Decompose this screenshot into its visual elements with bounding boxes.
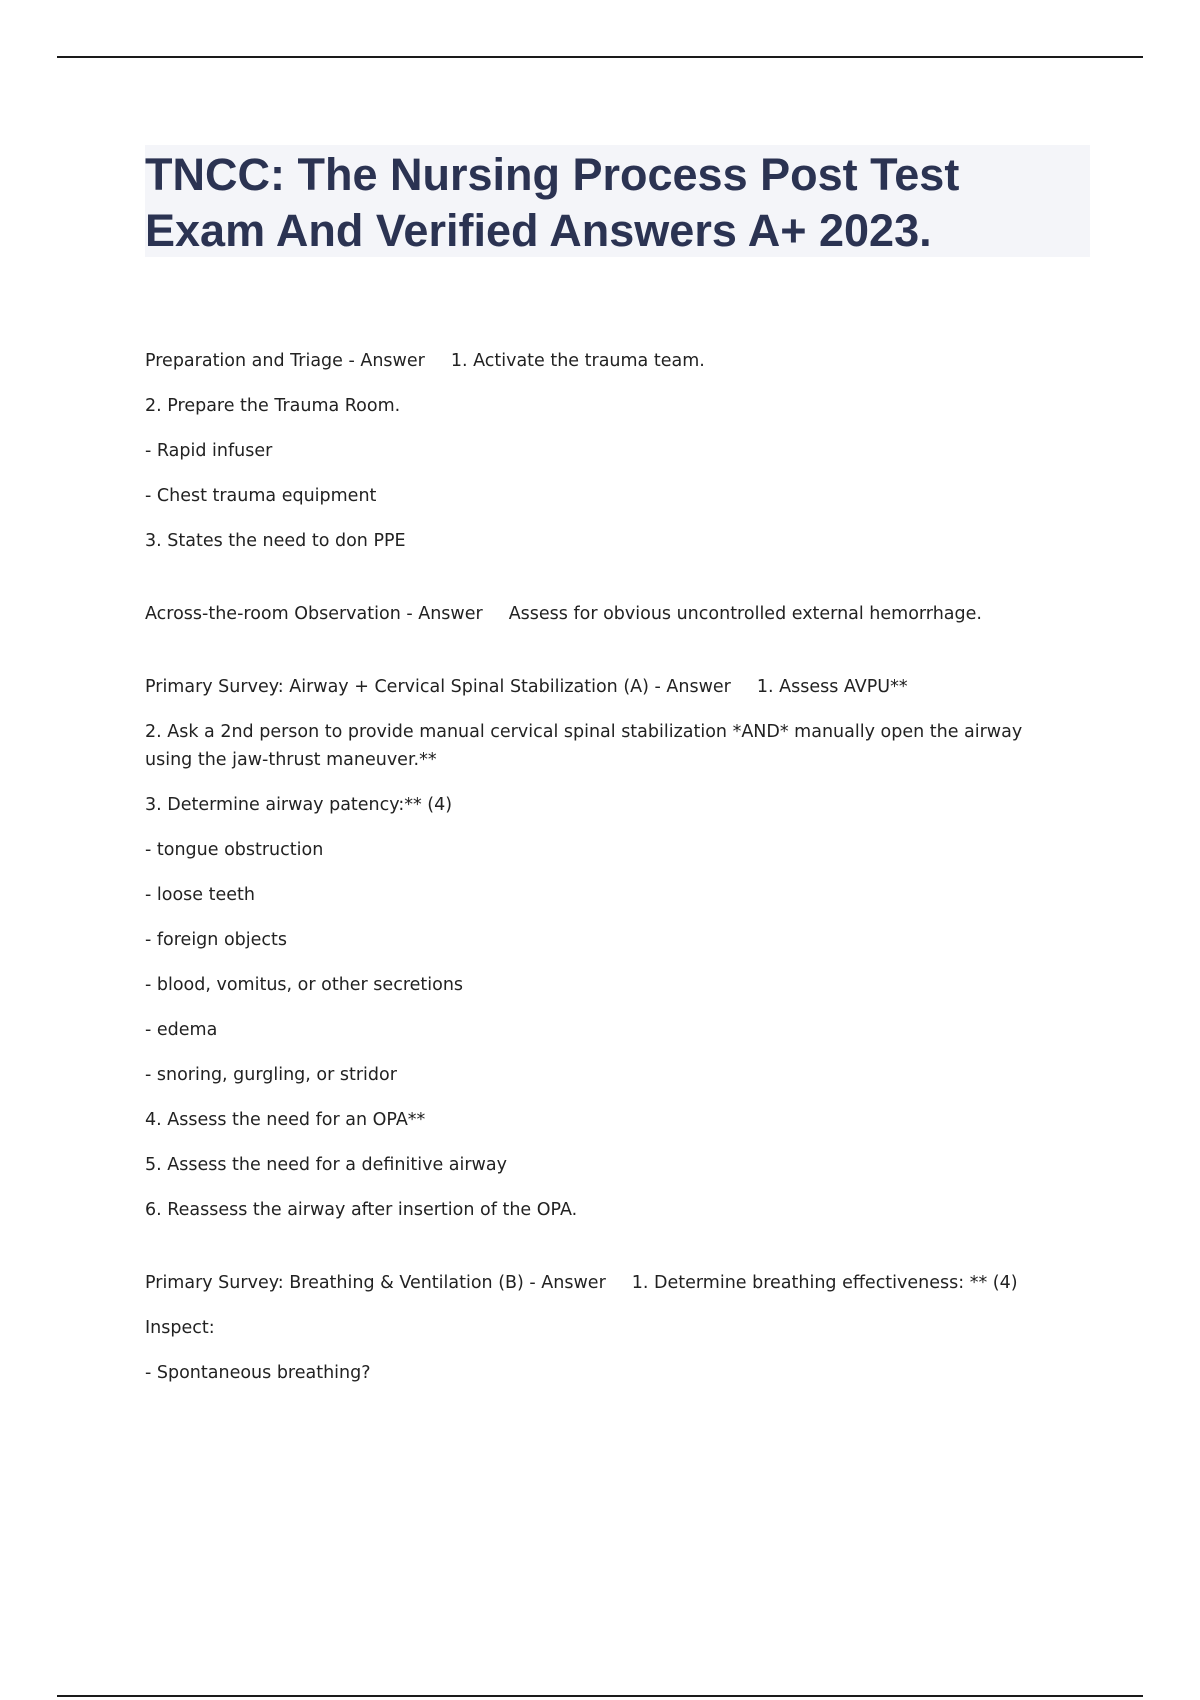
- question-label: Primary Survey: Airway + Cervical Spinal Stabilization (A) - Answer: [145, 677, 731, 697]
- answer-line: - Spontaneous breathing?: [145, 1363, 371, 1383]
- answer-line: - foreign objects: [145, 930, 287, 950]
- answer-line: 6. Reassess the airway after insertion of the OPA.: [145, 1200, 578, 1220]
- answer-text: Assess for obvious uncontrolled external hemorrhage.: [508, 604, 982, 624]
- question-label: Preparation and Triage - Answer: [145, 351, 425, 371]
- qa-section: [145, 1269, 1065, 1387]
- answer-text: 1. Determine breathing effectiveness: ** (4): [631, 1273, 1018, 1293]
- answer-line: - Chest trauma equipment: [145, 486, 377, 506]
- answer-line: 4. Assess the need for an OPA**: [145, 1110, 426, 1130]
- question-label: Primary Survey: Breathing & Ventilation (B) - Answer: [145, 1273, 606, 1293]
- answer-line: - tongue obstruction: [145, 840, 324, 860]
- answer-text: 1. Assess AVPU**: [756, 677, 908, 697]
- document-body: [145, 347, 1065, 1387]
- answer-line: 5. Assess the need for a definitive airway: [145, 1155, 507, 1175]
- answer-line: 3. Determine airway patency:** (4): [145, 795, 453, 815]
- answer-line: - Rapid infuser: [145, 441, 273, 461]
- document-title: TNCC: The Nursing Process Post Test Exam And Verified Answers A+ 2023.: [145, 149, 960, 256]
- answer-line: 2. Ask a 2nd person to provide manual cervical spinal stabilization *AND* manually open the airway using the jaw-thrust maneuver.**: [145, 722, 1023, 770]
- answer-line: 2. Prepare the Trauma Room.: [145, 396, 401, 416]
- top-rule: [57, 56, 1143, 58]
- answer-line: - snoring, gurgling, or stridor: [145, 1065, 397, 1085]
- qa-section: [145, 347, 1065, 555]
- question-line: [145, 1269, 1065, 1297]
- answer-line: 3. States the need to don PPE: [145, 531, 406, 551]
- question-line: [145, 600, 1065, 628]
- answer-line: Inspect:: [145, 1318, 215, 1338]
- answer-line: - edema: [145, 1020, 218, 1040]
- qa-section: [145, 600, 1065, 628]
- question-line: [145, 347, 1065, 375]
- answer-line: - loose teeth: [145, 885, 255, 905]
- answer-text: 1. Activate the trauma team.: [450, 351, 705, 371]
- question-label: Across-the-room Observation - Answer: [145, 604, 483, 624]
- question-line: [145, 673, 1065, 701]
- answer-line: - blood, vomitus, or other secretions: [145, 975, 464, 995]
- qa-section: [145, 673, 1065, 1224]
- bottom-rule: [57, 1695, 1143, 1697]
